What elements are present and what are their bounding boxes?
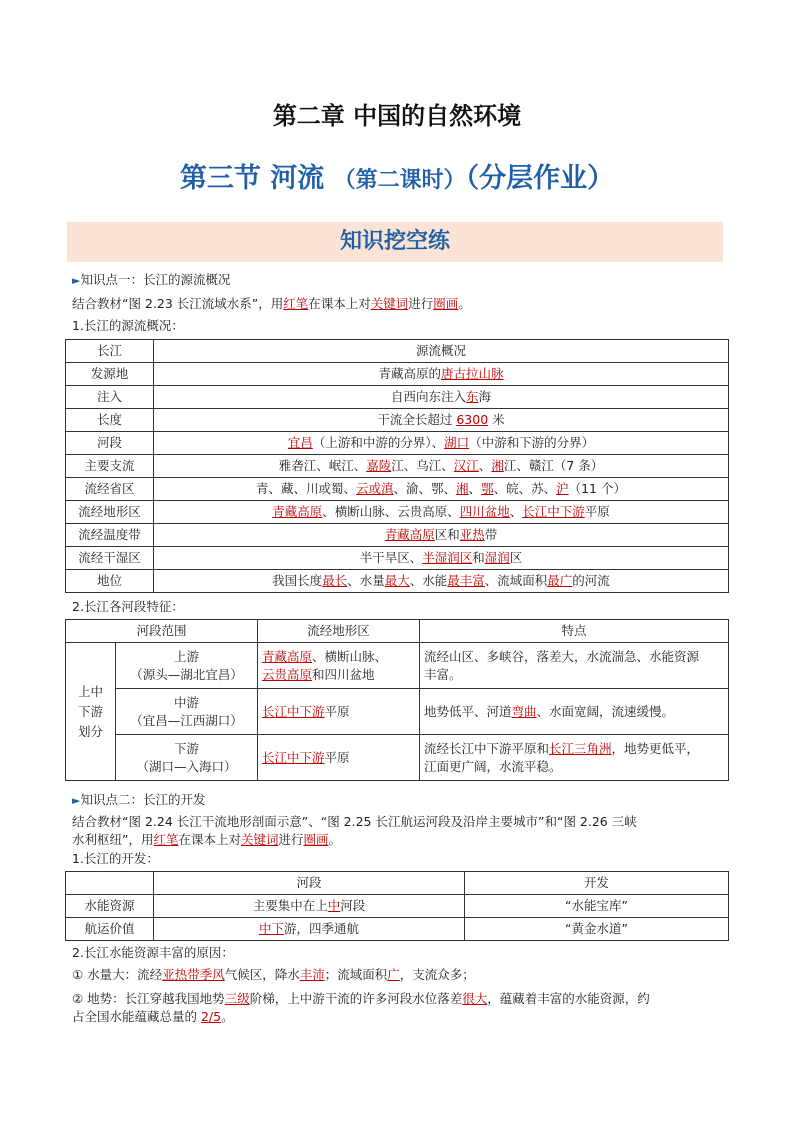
column-header: 源流概况 <box>154 340 729 363</box>
section-value: 主要集中在上中河段 <box>154 895 465 918</box>
answer-keyword: 青藏高原 <box>272 504 323 519</box>
row-value: 自西向东注入东海 <box>154 386 729 409</box>
answer-keyword: 青藏高原 <box>384 527 435 542</box>
section-name: 上游 （源头—湖北宜昌） <box>116 643 258 689</box>
feature-cell: 流经长江中下游平原和长江三角洲，地势更低平， 江面更广阔，水流平稳。 <box>420 735 729 781</box>
triangle-icon: ► <box>72 794 81 807</box>
answer-keyword: 中下 <box>258 921 284 936</box>
table-row <box>66 363 729 386</box>
row-label: 发源地 <box>66 363 154 386</box>
table-row <box>66 455 729 478</box>
answer-keyword: 亚热 <box>459 527 485 542</box>
answer-keyword: 6300 <box>456 412 489 427</box>
answer-keyword: 唐古拉山脉 <box>441 366 504 381</box>
answer-keyword: 长江中下游 <box>262 703 325 719</box>
table-row <box>66 547 729 570</box>
row-label: 注入 <box>66 386 154 409</box>
answer-keyword: 汉江 <box>453 458 479 473</box>
row-value: 干流全长超过 6300 米 <box>154 409 729 432</box>
row-value: 我国长度最长、水量最大、水能最丰富、流域面积最广的河流 <box>154 570 729 593</box>
table-header-row <box>66 620 729 643</box>
table-row <box>66 735 729 781</box>
row-value: 宜昌（上游和中游的分界）、湖口（中游和下游的分界） <box>154 432 729 455</box>
row-label: 地位 <box>66 570 154 593</box>
answer-keyword: 宜昌 <box>287 435 313 450</box>
table-row <box>66 643 729 689</box>
table-row <box>66 432 729 455</box>
feature-cell: 流经山区、多峡谷，落差大，水流湍急、水能资源 丰富。 <box>420 643 729 689</box>
table-row <box>66 689 729 735</box>
terrain-cell: 青藏高原、横断山脉、 云贵高原和四川盆地 <box>258 643 420 689</box>
answer-keyword: 长江中下游 <box>522 504 585 519</box>
row-value: 青、藏、川或蜀、云或滇、渝、鄂、湘、鄂、皖、苏、沪（11 个） <box>154 478 729 501</box>
row-value: 青藏高原的唐古拉山脉 <box>154 363 729 386</box>
answer-keyword: 最大 <box>384 573 410 588</box>
row-value: 青藏高原区和亚热带 <box>154 524 729 547</box>
point2-title: ►知识点二：长江的开发 <box>72 792 206 807</box>
terrain-cell: 长江中下游平原 <box>258 735 420 781</box>
answer-keyword: 三级 <box>224 991 250 1006</box>
answer-keyword: 湿润 <box>484 550 510 565</box>
row-value: 半干旱区、半湿润区和湿润区 <box>154 547 729 570</box>
column-header: 开发 <box>465 872 729 895</box>
section-title <box>0 156 794 195</box>
group-label: 上中 下游 划分 <box>66 643 116 781</box>
row-label: 长度 <box>66 409 154 432</box>
answer-keyword: 中 <box>327 898 341 913</box>
answer-keyword: 湖口 <box>444 435 470 450</box>
section-name: 第三节 河流 <box>179 163 334 194</box>
column-header <box>66 872 154 895</box>
answer-keyword: 湘 <box>456 481 469 496</box>
homework-type: （分层作业） <box>465 163 615 194</box>
terrain-cell: 长江中下游平原 <box>258 689 420 735</box>
column-header: 河段范围 <box>66 620 258 643</box>
column-header: 河段 <box>154 872 465 895</box>
column-header: 长江 <box>66 340 154 363</box>
table-row <box>66 409 729 432</box>
reason-terrain: ② 地势：长江穿越我国地势三级阶梯，上中游干流的许多河段水位落差很大，蕴藏着丰富的水能资源，约 <box>72 991 650 1006</box>
answer-keyword: 长江三角洲 <box>549 740 612 756</box>
table-row <box>66 478 729 501</box>
column-header: 特点 <box>420 620 729 643</box>
answer-keyword: 云或滇 <box>356 481 394 496</box>
answer-keyword: 2/5 <box>200 1009 222 1024</box>
table-row <box>66 570 729 593</box>
feature-cell: 地势低平、河道弯曲、水面宽阔，流速缓慢。 <box>420 689 729 735</box>
sections-table <box>65 619 729 781</box>
answer-keyword: 湘 <box>491 458 504 473</box>
answer-keyword: 云贵高原 <box>262 666 313 682</box>
point2-instruction-line1: 结合教材“图 2.24 长江干流地形剖面示意”、“图 2.25 长江航运河段及沿岸主要城市”和“图 2.26 三峡 <box>72 814 637 829</box>
table-row <box>66 501 729 524</box>
answer-keyword: 青藏高原 <box>262 648 313 664</box>
triangle-icon: ► <box>72 274 81 287</box>
row-label: 主要支流 <box>66 455 154 478</box>
development-value: “水能宝库” <box>465 895 729 918</box>
reason-terrain-continued: 占全国水能蕴藏总量的 2/5。 <box>72 1009 234 1024</box>
table-row <box>66 386 729 409</box>
answer-keyword: 广 <box>387 967 400 982</box>
answer-keyword: 很大 <box>462 991 488 1006</box>
row-value: 青藏高原、横断山脉、云贵高原、四川盆地、长江中下游平原 <box>154 501 729 524</box>
answer-keyword: 半湿润区 <box>422 550 473 565</box>
answer-keyword: 最长 <box>322 573 348 588</box>
reason-water-volume: ① 水量大：流经亚热带季风气候区，降水丰沛；流域面积广，支流众多； <box>72 967 475 982</box>
answer-keyword: 鄂 <box>481 481 494 496</box>
row-label: 流经地形区 <box>66 501 154 524</box>
table-header-row <box>66 872 729 895</box>
answer-keyword: 丰沛 <box>299 967 325 982</box>
table-header-row <box>66 340 729 363</box>
row-label: 航运价值 <box>66 918 154 941</box>
section-name: 下游 （湖口—入海口） <box>116 735 258 781</box>
point1-title: ►知识点一：长江的源流概况 <box>72 272 231 287</box>
answer-keyword: 最广 <box>547 573 573 588</box>
row-label: 流经温度带 <box>66 524 154 547</box>
table-row <box>66 524 729 547</box>
answer-keyword: 弯曲 <box>511 703 537 719</box>
section-banner: 知识挖空练 <box>67 222 723 262</box>
answer-keyword: 嘉陵 <box>366 458 392 473</box>
row-label: 河段 <box>66 432 154 455</box>
source-table <box>65 339 729 593</box>
development-table <box>65 871 729 941</box>
answer-keyword: 沪 <box>556 481 569 496</box>
lesson-label: （第二课时） <box>333 168 466 193</box>
answer-keyword: 东 <box>465 389 479 404</box>
table-row <box>66 918 729 941</box>
point1-sub2: 2.长江各河段特征： <box>72 599 184 614</box>
section-value: 中下游，四季通航 <box>154 918 465 941</box>
point2-instruction-line2: 水利枢纽”，用红笔在课本上对关键词进行圈画。 <box>72 832 342 847</box>
chapter-title: 第二章 中国的自然环境 <box>272 102 522 130</box>
point2-sub1: 1.长江的开发： <box>72 851 159 866</box>
answer-keyword: 四川盆地 <box>459 504 510 519</box>
table-row <box>66 895 729 918</box>
point1-instruction: 结合教材“图 2.23 长江流域水系”，用红笔在课本上对关键词进行圈画。 <box>72 296 471 311</box>
answer-keyword: 长江中下游 <box>262 749 325 765</box>
answer-keyword: 亚热带季风 <box>162 967 225 982</box>
point2-sub2: 2.长江水能资源丰富的原因： <box>72 945 234 960</box>
section-name: 中游 （宜昌—江西湖口） <box>116 689 258 735</box>
row-label: 流经省区 <box>66 478 154 501</box>
row-label: 水能资源 <box>66 895 154 918</box>
column-header: 流经地形区 <box>258 620 420 643</box>
point1-sub1: 1.长江的源流概况： <box>72 318 184 333</box>
row-label: 流经干湿区 <box>66 547 154 570</box>
row-value: 雅砻江、岷江、嘉陵江、乌江、汉江、湘江、赣江（7 条） <box>154 455 729 478</box>
development-value: “黄金水道” <box>465 918 729 941</box>
answer-keyword: 最丰富 <box>447 573 485 588</box>
